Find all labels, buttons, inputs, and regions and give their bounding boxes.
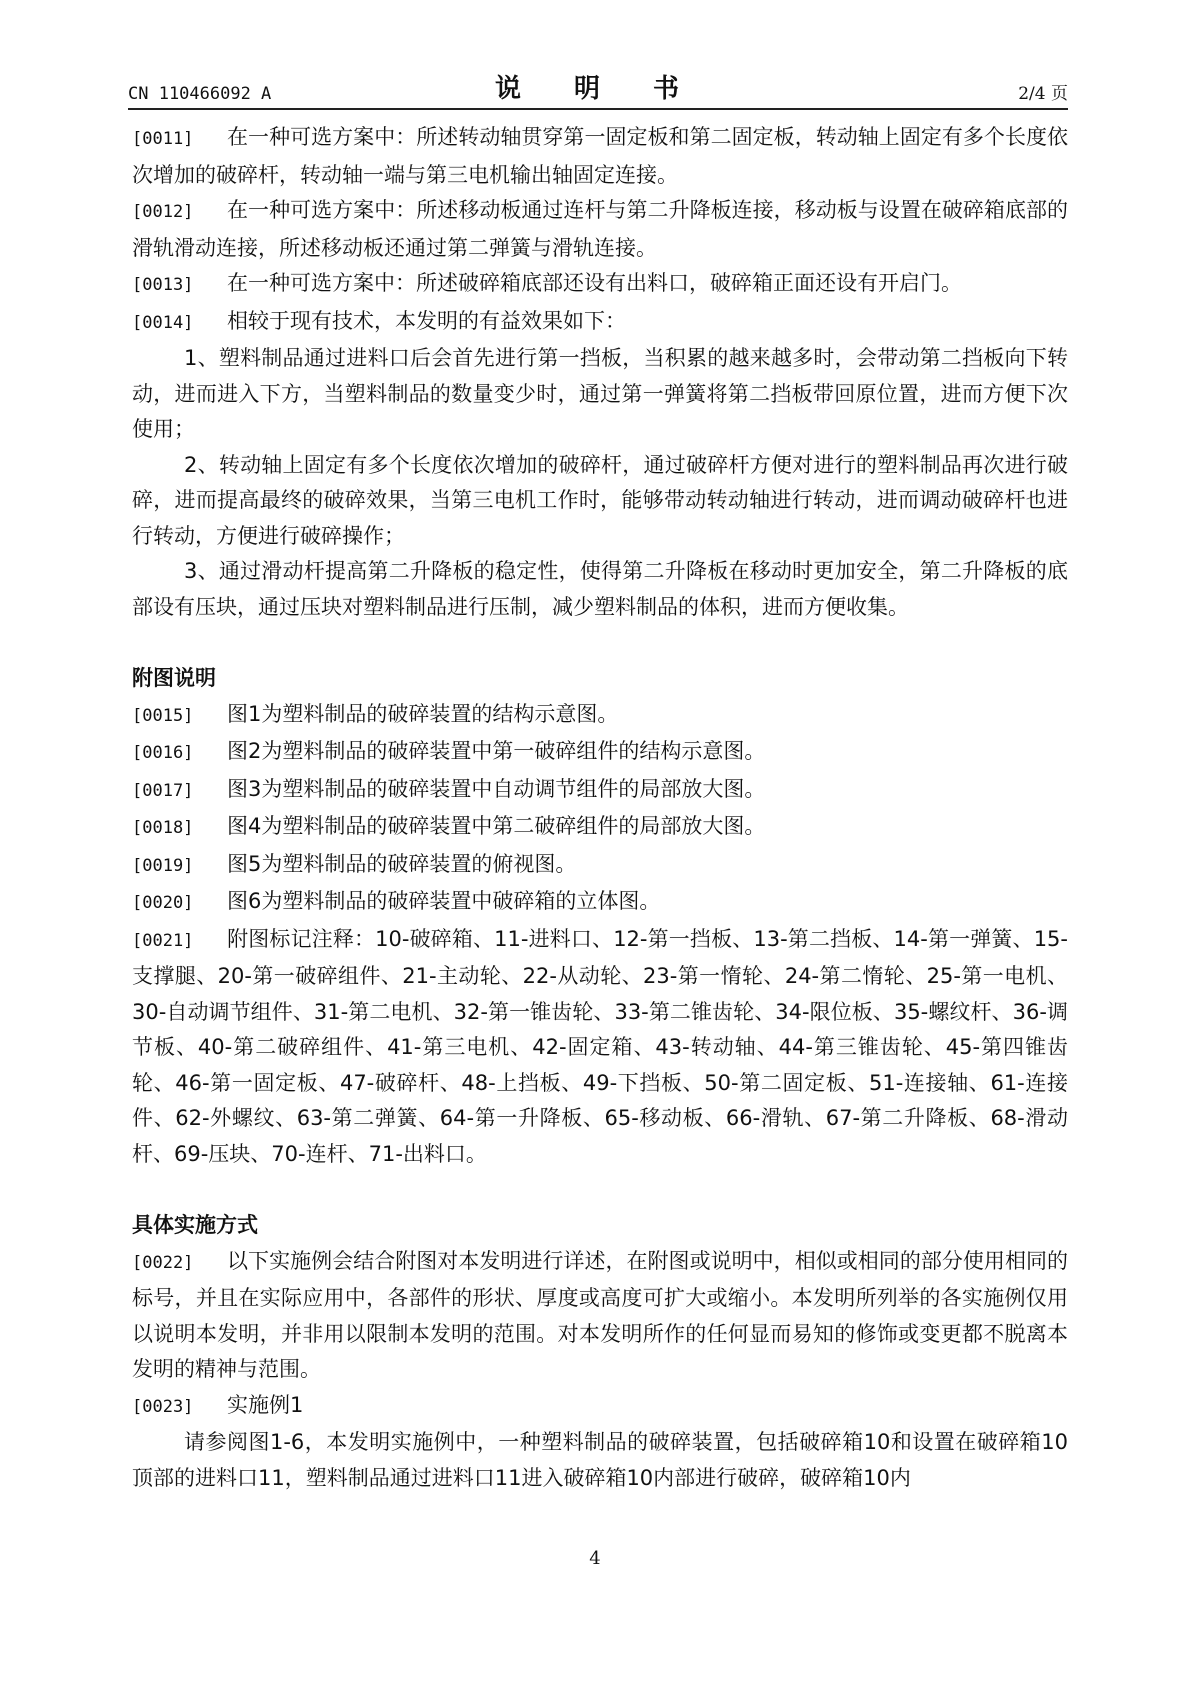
paragraph-0014	[132, 304, 1068, 342]
paragraph-0021	[132, 922, 1068, 1173]
paragraph-tag: [0020]	[132, 893, 194, 913]
paragraph-tag: [0021]	[132, 930, 194, 951]
paragraph-tag: [0011]	[132, 129, 194, 149]
paragraph-text: 以下实施例会结合附图对本发明进行详述，在附图或说明中，相似或相同的部分使用相同的标号，并且在实际应用中，各部件的形状、厚度或高度可扩大或缩小。本发明所列举的各实施例仅用以说明本发明，并非用以限制本发明的范围。对本发明所作的任何显而易知的修饰或变更都不脱离本发明的精神与范围。	[132, 1248, 1068, 1381]
paragraph-text: 在一种可选方案中：所述破碎箱底部还设有出料口，破碎箱正面还设有开启门。	[227, 271, 962, 295]
page-indicator: 2/4 页	[1018, 84, 1068, 104]
paragraph-0016	[132, 734, 1068, 772]
paragraph-tag: [0022]	[132, 1252, 194, 1273]
header-rule	[128, 108, 1068, 110]
paragraph-0012	[132, 193, 1068, 266]
section-heading-figures: 附图说明	[132, 666, 216, 690]
paragraph-text: 在一种可选方案中：所述转动轴贯穿第一固定板和第二固定板，转动轴上固定有多个长度依次增加的破碎杆，转动轴一端与第三电机输出轴固定连接。	[132, 125, 1068, 187]
page-number: 4	[589, 1548, 601, 1569]
paragraph-tag: [0023]	[132, 1396, 194, 1417]
paragraph-0011	[132, 120, 1068, 193]
effect-item-2: 2、转动轴上固定有多个长度依次增加的破碎杆，通过破碎杆方便对进行的塑料制品再次进行破碎，进而提高最终的破碎效果，当第三电机工作时，能够带动转动轴进行转动，进而调动破碎杆也进行转动，方便进行破碎操作；	[132, 452, 1068, 548]
paragraph-tag: [0012]	[132, 202, 194, 222]
paragraph-text: 图1为塑料制品的破碎装置的结构示意图。	[227, 701, 619, 726]
paragraph-tag: [0014]	[132, 312, 194, 333]
effect-item-3: 3、通过滑动杆提高第二升降板的稳定性，使得第二升降板在移动时更加安全，第二升降板的底部设有压块，通过压块对塑料制品进行压制，减少塑料制品的体积，进而方便收集。	[132, 559, 1068, 619]
paragraph-text: 实施例1	[227, 1392, 304, 1417]
paragraph-0013	[132, 266, 1068, 304]
paragraph-tag: [0016]	[132, 743, 194, 763]
paragraph-tag: [0015]	[132, 705, 194, 726]
paragraph-0018	[132, 809, 1068, 847]
paragraph-text: 图4为塑料制品的破碎装置中第二破碎组件的局部放大图。	[227, 814, 766, 838]
embodiment-paragraph: 请参阅图1-6，本发明实施例中，一种塑料制品的破碎装置，包括破碎箱10和设置在破碎箱10顶部的进料口11，塑料制品通过进料口11进入破碎箱10内部进行破碎，破碎箱10内	[132, 1430, 1068, 1490]
paragraph-text: 在一种可选方案中：所述移动板通过连杆与第二升降板连接，移动板与设置在破碎箱底部的滑轨滑动连接，所述移动板还通过第二弹簧与滑轨连接。	[132, 198, 1068, 260]
paragraph-0020	[132, 884, 1068, 922]
doc-number: CN 110466092 A	[128, 84, 272, 104]
section-gap	[132, 625, 1068, 661]
paragraph-tag: [0017]	[132, 780, 194, 801]
paragraph-text: 附图标记注释：10-破碎箱、11-进料口、12-第一挡板、13-第二挡板、14-第一弹簧、15-支撑腿、20-第一破碎组件、21-主动轮、22-从动轮、23-第一惰轮、24-第二惰轮、25-第一电机、30-自动调节组件、31-第二电机、32-第一锥齿轮、33-第二锥齿轮、34-限位板、35-螺纹杆、36-调节板、40-第二破碎组件、41-第三电机、42-固定箱、43-转动轴、44-第三锥齿轮、45-第四锥齿轮、46-第一固定板、47-破碎杆、48-上挡板、49-下挡板、50-第二固定板、51-连接轴、61-连接件、62-外螺纹、63-第二弹簧、64-第一升降板、65-移动板、66-滑轨、67-第二升降板、68-滑动杆、69-压块、70-连杆、71-出料口。	[132, 926, 1068, 1166]
paragraph-tag: [0013]	[132, 275, 194, 295]
paragraph-0023	[132, 1388, 1068, 1426]
paragraph-text: 图6为塑料制品的破碎装置中破碎箱的立体图。	[227, 889, 661, 913]
paragraph-text: 图2为塑料制品的破碎装置中第一破碎组件的结构示意图。	[227, 739, 766, 763]
page-header	[128, 66, 1068, 112]
paragraph-text: 图3为塑料制品的破碎装置中自动调节组件的局部放大图。	[227, 776, 766, 801]
section-heading-embodiments: 具体实施方式	[132, 1213, 258, 1237]
paragraph-0015	[132, 697, 1068, 735]
paragraph-0022	[132, 1244, 1068, 1388]
doc-title: 说 明 书	[494, 74, 702, 104]
paragraph-0017	[132, 772, 1068, 810]
effect-item-1: 1、塑料制品通过进料口后会首先进行第一挡板，当积累的越来越多时，会带动第二挡板向下转动，进而进入下方，当塑料制品的数量变少时，通过第一弹簧将第二挡板带回原位置，进而方便下次使用；	[132, 346, 1068, 441]
section-gap	[132, 1172, 1068, 1208]
paragraph-tag: [0019]	[132, 855, 194, 876]
paragraph-text: 相较于现有技术，本发明的有益效果如下：	[227, 308, 626, 333]
paragraph-text: 图5为塑料制品的破碎装置的俯视图。	[227, 851, 577, 876]
paragraph-0019	[132, 847, 1068, 885]
document-body	[132, 120, 1068, 1496]
paragraph-tag: [0018]	[132, 818, 194, 838]
